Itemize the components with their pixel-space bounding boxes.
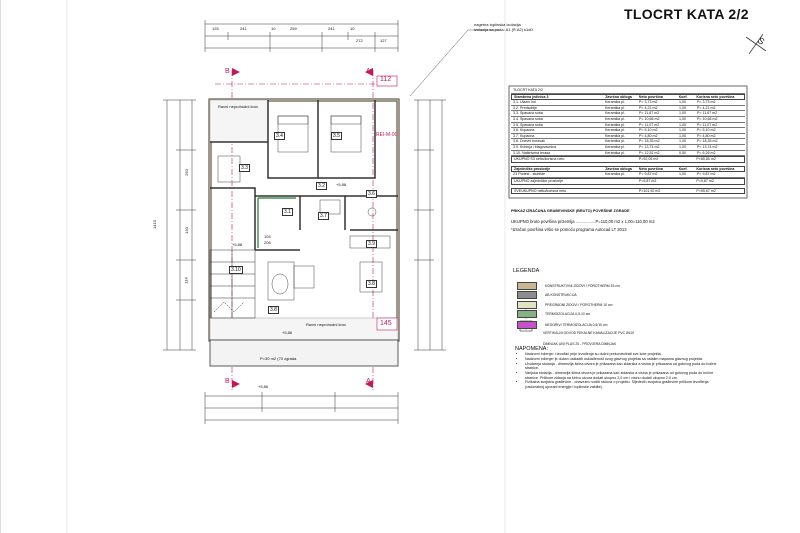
table-cell: P= 12,51 m2 <box>639 150 660 155</box>
notes-title: NAPOMENA: <box>515 346 549 352</box>
table-cell: P=9,87 m2 <box>696 178 714 183</box>
level-145: 145 <box>380 320 392 327</box>
table-header-cell: Neto površina <box>638 166 663 171</box>
table-cell: Keramika pl. <box>605 100 625 105</box>
legend-label: AB KONSTRUKCIJA <box>545 293 577 297</box>
level-588-b: +5,88 <box>232 242 243 247</box>
dim-top-4: 259 <box>290 26 297 31</box>
table-cell <box>679 157 697 162</box>
table-cell: P= 4,21 m2 <box>697 105 716 110</box>
note-item: • Unutarnja stolarija - dimenzija širina otvora je prikazana kao zidarska a visina je prikazana od gotovog poda do bočne stranice. <box>525 362 725 371</box>
level-586: +5,86 <box>282 330 293 335</box>
table-cell: UKUPNO S3 netto/korisna neto <box>514 157 565 162</box>
calc-total: UKUPNO bruto površina prizemlja .................P=110,00 m2 x 1,00=110,00 m2 <box>511 219 655 224</box>
legend-item <box>517 291 577 299</box>
room-tag-3-8: 3.8 <box>270 307 277 313</box>
legend-swatch <box>517 291 537 299</box>
section-b-bottom: A <box>366 378 371 385</box>
table-cell <box>679 179 697 184</box>
table-header-cell: Stambena jedinica 3 <box>514 94 549 99</box>
dimension-chain-top <box>205 20 398 52</box>
table-cell: P= 4,80 m2 <box>697 133 716 138</box>
dim-top-6: 10 <box>350 26 355 31</box>
room-tag-3-9: 3.9 <box>368 241 375 247</box>
table-cell: P= 11,07 m2 <box>639 122 660 127</box>
level-112: 112 <box>380 76 392 83</box>
dim-top-7: 272 <box>356 38 363 43</box>
table-cell: 1,00 <box>679 111 686 116</box>
table-header-row <box>511 94 745 101</box>
table-header-cell: Završna obloga <box>605 94 632 99</box>
table-cell: SVEUKUPNO netto/korisna neto <box>514 188 567 193</box>
table-cell: P= 13,74 m2 <box>639 144 660 149</box>
table-cell: P= 10,66 m2 <box>697 116 718 121</box>
table-common-header <box>511 166 745 173</box>
room-tag-3-8-b: 3.8 <box>368 281 375 287</box>
table-cell: 1,00 <box>679 128 686 133</box>
table-cell <box>605 157 639 162</box>
table-header-cell: Korisna neto površina <box>696 94 735 99</box>
roof-label-top: Ravni neprohodni krov <box>218 104 259 109</box>
note-item: • Vanjska stolarija - dimenzija širina otvora je prikazana kao zidarska a visina je prikazana od gotovog poda do bočne stranice. Prilikom zidanja na širinu otvora dodati ukupno 2,0 cm i visinu dodati ukupno 2,0 cm. <box>525 371 725 380</box>
room-tag-3-1: 3.1 <box>284 209 291 215</box>
dim-left-4: 114 <box>183 277 189 284</box>
table-cell: 1,00 <box>679 172 686 177</box>
table-cell: P= 5,10 m2 <box>697 128 716 133</box>
table-cell: Keramika pl. <box>605 122 625 127</box>
table-cell: 3.2. Predsoblje <box>513 105 537 110</box>
table-heading-text: TLOCRT KATA 2/2 <box>513 88 543 92</box>
dim-left-3: 130 <box>183 227 189 234</box>
table-cell: P= 11,67 m2 <box>639 111 660 116</box>
table-cell: P=85,80 m2 <box>696 157 716 162</box>
table-cell: Z3 Podest - stubište <box>513 172 545 177</box>
page-title: TLOCRT KATA 2/2 <box>624 6 749 22</box>
legend-item <box>517 310 590 318</box>
table-cell: P= 3,73 m2 <box>639 100 658 105</box>
table-cell: 1,00 <box>679 116 686 121</box>
terrace-note: P=30 m2 (70 zgrada <box>260 356 297 361</box>
legend-label: VERTIKALNI ODVOD FEKALNE KANALIZACIJE PVC Ø110 <box>543 331 635 335</box>
section-a-top: B <box>225 68 230 75</box>
table-cell: 1,00 <box>679 139 686 144</box>
legend-label: PREGRADNI ZIDOVI / POROTHERM 10 cm <box>545 303 613 307</box>
table-cell: P= 9,87 m2 <box>639 172 658 177</box>
table-cell: Keramika pl. <box>605 105 625 110</box>
table-cell: P=9,87 m2 <box>638 178 657 183</box>
table-cell: P= 11,07 m2 <box>697 122 718 127</box>
table-cell: Keramika pl. <box>605 144 625 149</box>
room-tag-3-5: 3.5 <box>333 133 340 139</box>
table-cell: Keramika pl. <box>605 116 625 121</box>
room-tag-3-2: 3.2 <box>318 183 325 189</box>
legend-swatch <box>517 282 537 290</box>
dim-left-2: 250 <box>183 169 189 176</box>
dim-top-3: 10 <box>271 26 276 31</box>
table-cell: 3.9. Kuhinja i blagovaonica <box>513 144 556 149</box>
table-cell: 3.3. Spavaća soba <box>513 111 543 116</box>
table-cell: Keramika pl. <box>605 150 625 155</box>
table-cell: P= 10,66 m2 <box>639 116 660 121</box>
legend-item <box>517 282 620 290</box>
table-cell: 1,00 <box>679 100 686 105</box>
table-cell: 1,00 <box>679 133 686 138</box>
table-cell: P= 13,74 m2 <box>697 144 718 149</box>
table-cell: 3.1. Ulazni hol <box>513 100 536 105</box>
table-body <box>511 100 745 156</box>
table-cell: 3.8. Dnevni boravak <box>513 139 545 144</box>
area-table <box>511 88 745 194</box>
table-cell: 0,50 <box>679 150 686 155</box>
table-cell: Keramika pl. <box>605 133 625 138</box>
roof-hatch <box>210 100 398 340</box>
table-header-cell: Koef. <box>678 166 688 171</box>
stairs <box>210 250 255 318</box>
dimension-chain-bottom <box>205 392 398 424</box>
dim-top-1: 125 <box>212 26 219 31</box>
room-tag-3-6: 3.6 <box>368 191 375 197</box>
table-cell: 3.7. Kupaona <box>513 133 535 138</box>
note-item: • Nadzorni inženjer je dužan uskladiti usklađenost ovog glavnog projekta sa ostalim mapama glavnog projekta. <box>525 357 725 361</box>
table-cell: P= 4,21 m2 <box>639 105 658 110</box>
section-b-top: A <box>366 68 371 75</box>
table-cell: Keramika pl. <box>605 172 625 177</box>
table-header-cell: Korisna neto površina <box>696 166 735 171</box>
furniture <box>218 116 390 300</box>
dimension-chain-right <box>414 100 446 350</box>
dim-top-8: 127 <box>380 38 387 43</box>
insulation-line-1: nagetna toplinska izolacija <box>474 22 521 27</box>
dimension-chain-left <box>163 100 196 350</box>
table-cell: P= 3,73 m2 <box>697 100 716 105</box>
legend-item <box>517 330 634 336</box>
table-cell <box>605 189 639 194</box>
table-cell: UKUPNO zajedničke prostorije <box>514 178 564 183</box>
table-header-cell: Neto površina <box>638 94 663 99</box>
legend-swatch <box>517 321 537 329</box>
table-grand-total <box>511 188 745 195</box>
table-cell: 1,00 <box>679 122 686 127</box>
dim-top-5: 241 <box>328 26 335 31</box>
table-cell: 3.10. Natkrivena terasa <box>513 150 551 155</box>
north-mark: S <box>755 35 767 47</box>
table-cell: P=95,67 m2 <box>696 188 716 193</box>
table-total-row <box>511 156 745 163</box>
note-item: • Nadzorni inženjer i izvođač prije izvođenja su dužni prekontrolirati sve kote projekta. <box>525 352 725 356</box>
legend-item <box>517 301 612 309</box>
legend-title: LEGENDA <box>513 268 540 274</box>
table-cell <box>679 189 697 194</box>
fire-rating: REI-M-90 <box>376 132 398 138</box>
calc-heading: PRIKAZ IZRAČUNA GRAĐEVINSKE (BRUTO) POVRŠINE ZGRADE <box>511 209 630 213</box>
room-tag-3-7: 3.7 <box>320 213 327 219</box>
legend-label: KONSTRUKTIVNI ZIDOVI / POROTHERM 25 cm <box>545 284 620 288</box>
insulation-annotation <box>474 22 564 32</box>
legend-item <box>517 321 608 329</box>
table-header-cell: Zajedničke prostorije <box>514 166 551 171</box>
legend-swatch <box>517 310 537 318</box>
room-tag-3-4: 3.4 <box>276 133 283 139</box>
table-cell: P= 18,35 m2 <box>639 139 660 144</box>
table-common-total <box>511 178 745 185</box>
table-cell: P= 5,10 m2 <box>639 128 658 133</box>
table-cell: 3.4. Spavaća soba <box>513 116 543 121</box>
level-586-b: +5,86 <box>258 384 269 389</box>
table-cell: Keramika pl. <box>605 128 625 133</box>
insulation-leader <box>410 30 500 96</box>
dim-left-1: 1410 <box>151 220 157 229</box>
table-cell: P= 4,80 m2 <box>639 133 658 138</box>
room-tag-3-10: 3.10 <box>231 267 241 273</box>
dim-top-2: 241 <box>240 26 247 31</box>
legend-swatch <box>517 330 535 336</box>
legend-label: TERMOIZOLACIJA 0,5-10 cm <box>545 312 591 316</box>
table-cell: 3.5. Spavaća soba <box>513 122 543 127</box>
insulation-line-2: izolacija sa poda: A1 (R A2) s1d0 <box>474 27 533 32</box>
table-cell: P= 11,67 m2 <box>697 111 718 116</box>
opening-width: 104 <box>264 234 271 239</box>
table-cell: P= 18,35 m2 <box>697 139 718 144</box>
legend-label: DIMNJAK UNI PLUS 20 - PROVJERA DIMNJAK <box>543 342 617 346</box>
table-cell: P=92,05 m2 <box>638 157 659 162</box>
table-cell: Keramika pl. <box>605 111 625 116</box>
table-cell: 1,00 <box>679 105 686 110</box>
table-cell: P= 9,87 m2 <box>697 172 716 177</box>
terrace <box>210 340 398 366</box>
table-cell <box>605 179 639 184</box>
table-cell: 1,00 <box>679 144 686 149</box>
roof-label-bottom: Ravni neprohodni krov <box>306 322 347 327</box>
legend-swatch <box>517 301 537 309</box>
room-tag-3-3: 3.3 <box>241 165 248 171</box>
table-cell: P=101,92 m2 <box>638 188 661 193</box>
notes-list <box>515 352 725 390</box>
level-588-a: +5,88 <box>336 182 347 187</box>
legend-label: NEGORIVI TERMOIZOLACIJA 0,5/10 cm <box>545 323 608 327</box>
section-a-bottom: B <box>225 378 230 385</box>
opening-height: 206 <box>264 240 271 245</box>
table-header-cell: Završna obloga <box>605 166 632 171</box>
note-item: • Fizikalna svojstva građevine - obavezno voditi računa o projektu. Sljedećih svojstva građevine prilikom izvođenja (racionalnoj uporabi energije i toplinske zaštite). <box>525 380 725 389</box>
table-cell: 3.6. Kupaona <box>513 128 535 133</box>
table-cell: P= 6,26 m2 <box>697 150 716 155</box>
calc-software-note: *Izračun površina vršio se pomoću programa Autocad LT 2013 <box>511 227 627 232</box>
table-cell: Keramika pl. <box>605 139 625 144</box>
table-header-cell: Koef. <box>678 94 688 99</box>
